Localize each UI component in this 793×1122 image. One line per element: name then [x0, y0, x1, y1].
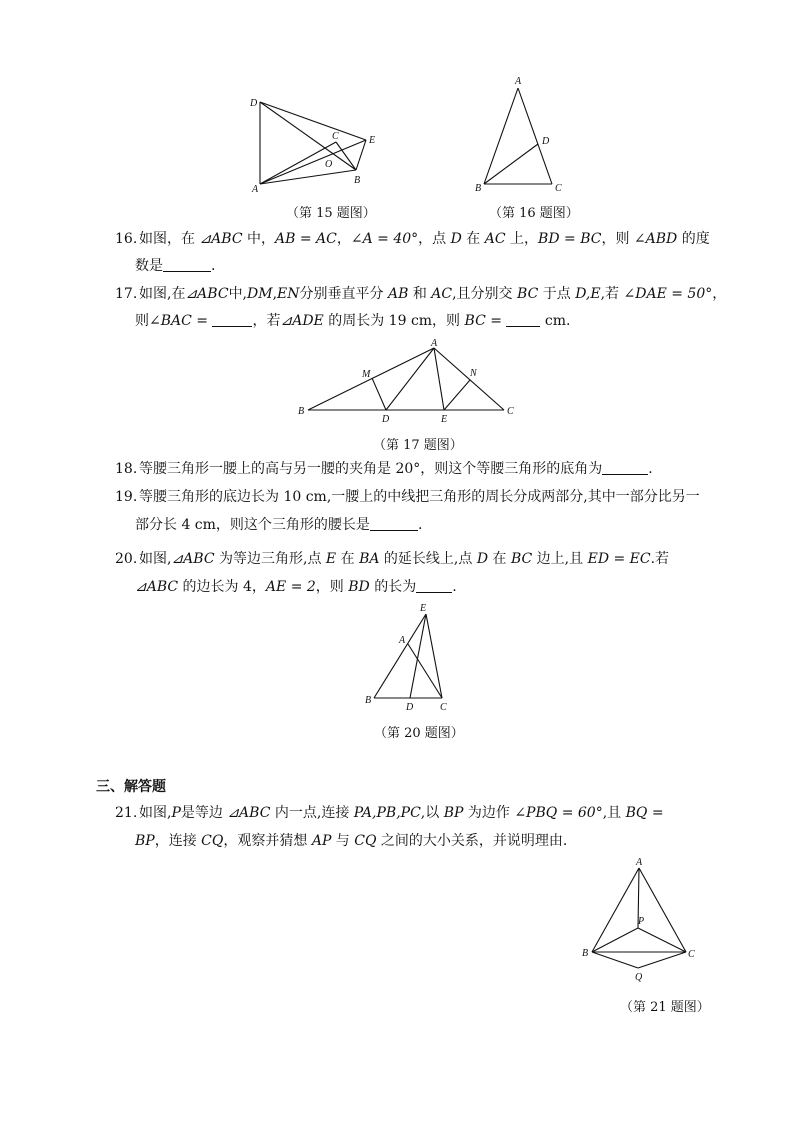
label-A: A [252, 184, 259, 195]
label-B: B [298, 406, 305, 417]
figure-17-caption: （第 17 题图） [373, 438, 463, 453]
label-D: D [250, 98, 258, 109]
segment-CB [336, 142, 356, 170]
figure-21 [578, 854, 704, 986]
question-number: 17. [115, 286, 138, 302]
question-number: 19. [115, 489, 138, 505]
label-D: D [382, 414, 390, 425]
answer-blank[interactable] [416, 578, 452, 593]
figure-15-diagram [248, 92, 383, 195]
section-heading: 三、解答题 [96, 779, 166, 795]
question-number: 21. [115, 805, 138, 821]
label-B: B [354, 175, 361, 186]
label-D: D [542, 136, 550, 147]
figure-20-caption: （第 20 题图） [374, 726, 464, 741]
segment-MD [372, 378, 386, 410]
figure-17-diagram [296, 338, 522, 428]
label-O: O [325, 159, 333, 170]
question-20: 20. 如图,⊿ABC 为等边三角形,点 E 在 BA 的延长线上,点 D 在 BC 边上,且 ED = EC.若 ⊿ABC 的边长为 4，AE = 2，则 BD 的长为 . [115, 551, 670, 595]
segment-CQ [638, 952, 686, 968]
segment-BE [356, 140, 366, 170]
label-D: D [406, 702, 414, 713]
label-B: B [365, 695, 372, 706]
segment-BA [308, 348, 434, 410]
segment-BQ [592, 952, 638, 968]
label-A: A [515, 76, 522, 87]
figure-16 [472, 74, 572, 196]
question-17: 17. 如图,在⊿ABC中,DM,EN分别垂直平分 AB 和 AC,且分别交 BC 于点 D,E,若 ∠DAE = 50°， 则∠BAC = ，若⊿ADE 的周长为 19 cm，则 BC = cm. [115, 286, 727, 329]
segment-NE [444, 380, 470, 410]
label-C: C [507, 406, 514, 417]
label-N: N [470, 368, 477, 379]
answer-blank[interactable] [370, 516, 418, 531]
question-16: 16. 如图，在 ⊿ABC 中，AB = AC，∠A = 40°，点 D 在 AC 上，BD = BC，则 ∠ABD 的度 数是 . [115, 231, 710, 274]
figure-20 [362, 600, 452, 712]
question-number: 20. [115, 551, 138, 567]
question-number: 18. [115, 461, 138, 477]
label-M: M [362, 369, 371, 380]
figure-21-caption: （第 21 题图） [620, 1000, 710, 1015]
figure-21-diagram [578, 854, 704, 986]
figure-15 [248, 92, 383, 195]
label-B: B [582, 948, 589, 959]
label-E: E [441, 414, 448, 425]
question-18: 18. 等腰三角形一腰上的高与另一腰的夹角是 20°，则这个等腰三角形的底角为 . [115, 461, 653, 477]
figure-20-diagram [362, 600, 452, 712]
label-E: E [369, 135, 376, 146]
label-C: C [555, 183, 562, 194]
figure-16-caption: （第 16 题图） [489, 206, 579, 221]
answer-blank[interactable] [602, 460, 648, 475]
segment-AB [260, 170, 356, 184]
question-19: 19. 等腰三角形的底边长为 10 cm,一腰上的中线把三角形的周长分成两部分,其中一部分比另一 部分长 4 cm，则这个三角形的腰长是 . [115, 489, 700, 533]
label-A: A [399, 635, 406, 646]
question-number: 16. [115, 231, 138, 247]
segment-AD [386, 348, 434, 410]
question-21: 21. 如图,P是等边 ⊿ABC 内一点,连接 PA,PB,PC,以 BP 为边作 ∠PBQ = 60°,且 BQ = BP，连接 CQ，观察并猜想 AP 与 CQ 之间的大小关系，并说明理由. [115, 805, 664, 849]
figure-15-caption: （第 15 题图） [286, 206, 376, 221]
segment-AE [434, 348, 444, 410]
label-A: A [636, 857, 643, 868]
label-A: A [431, 338, 438, 349]
segment-CA [434, 348, 504, 410]
segment-DB [260, 102, 356, 170]
answer-blank-bac[interactable] [212, 312, 252, 327]
answer-blank-bc[interactable] [506, 312, 540, 327]
figure-16-diagram [472, 74, 572, 196]
segment-AB [484, 88, 518, 184]
segment-BD [484, 144, 538, 184]
segment-DE [260, 102, 366, 140]
figure-17 [296, 338, 522, 428]
label-B: B [475, 183, 482, 194]
segment-AC [639, 868, 686, 952]
label-Q: Q [635, 972, 643, 983]
label-C: C [688, 949, 695, 960]
label-E: E [420, 603, 427, 614]
label-P: P [638, 916, 645, 927]
answer-blank[interactable] [163, 257, 211, 272]
label-C: C [332, 131, 339, 142]
label-C: C [440, 702, 447, 713]
